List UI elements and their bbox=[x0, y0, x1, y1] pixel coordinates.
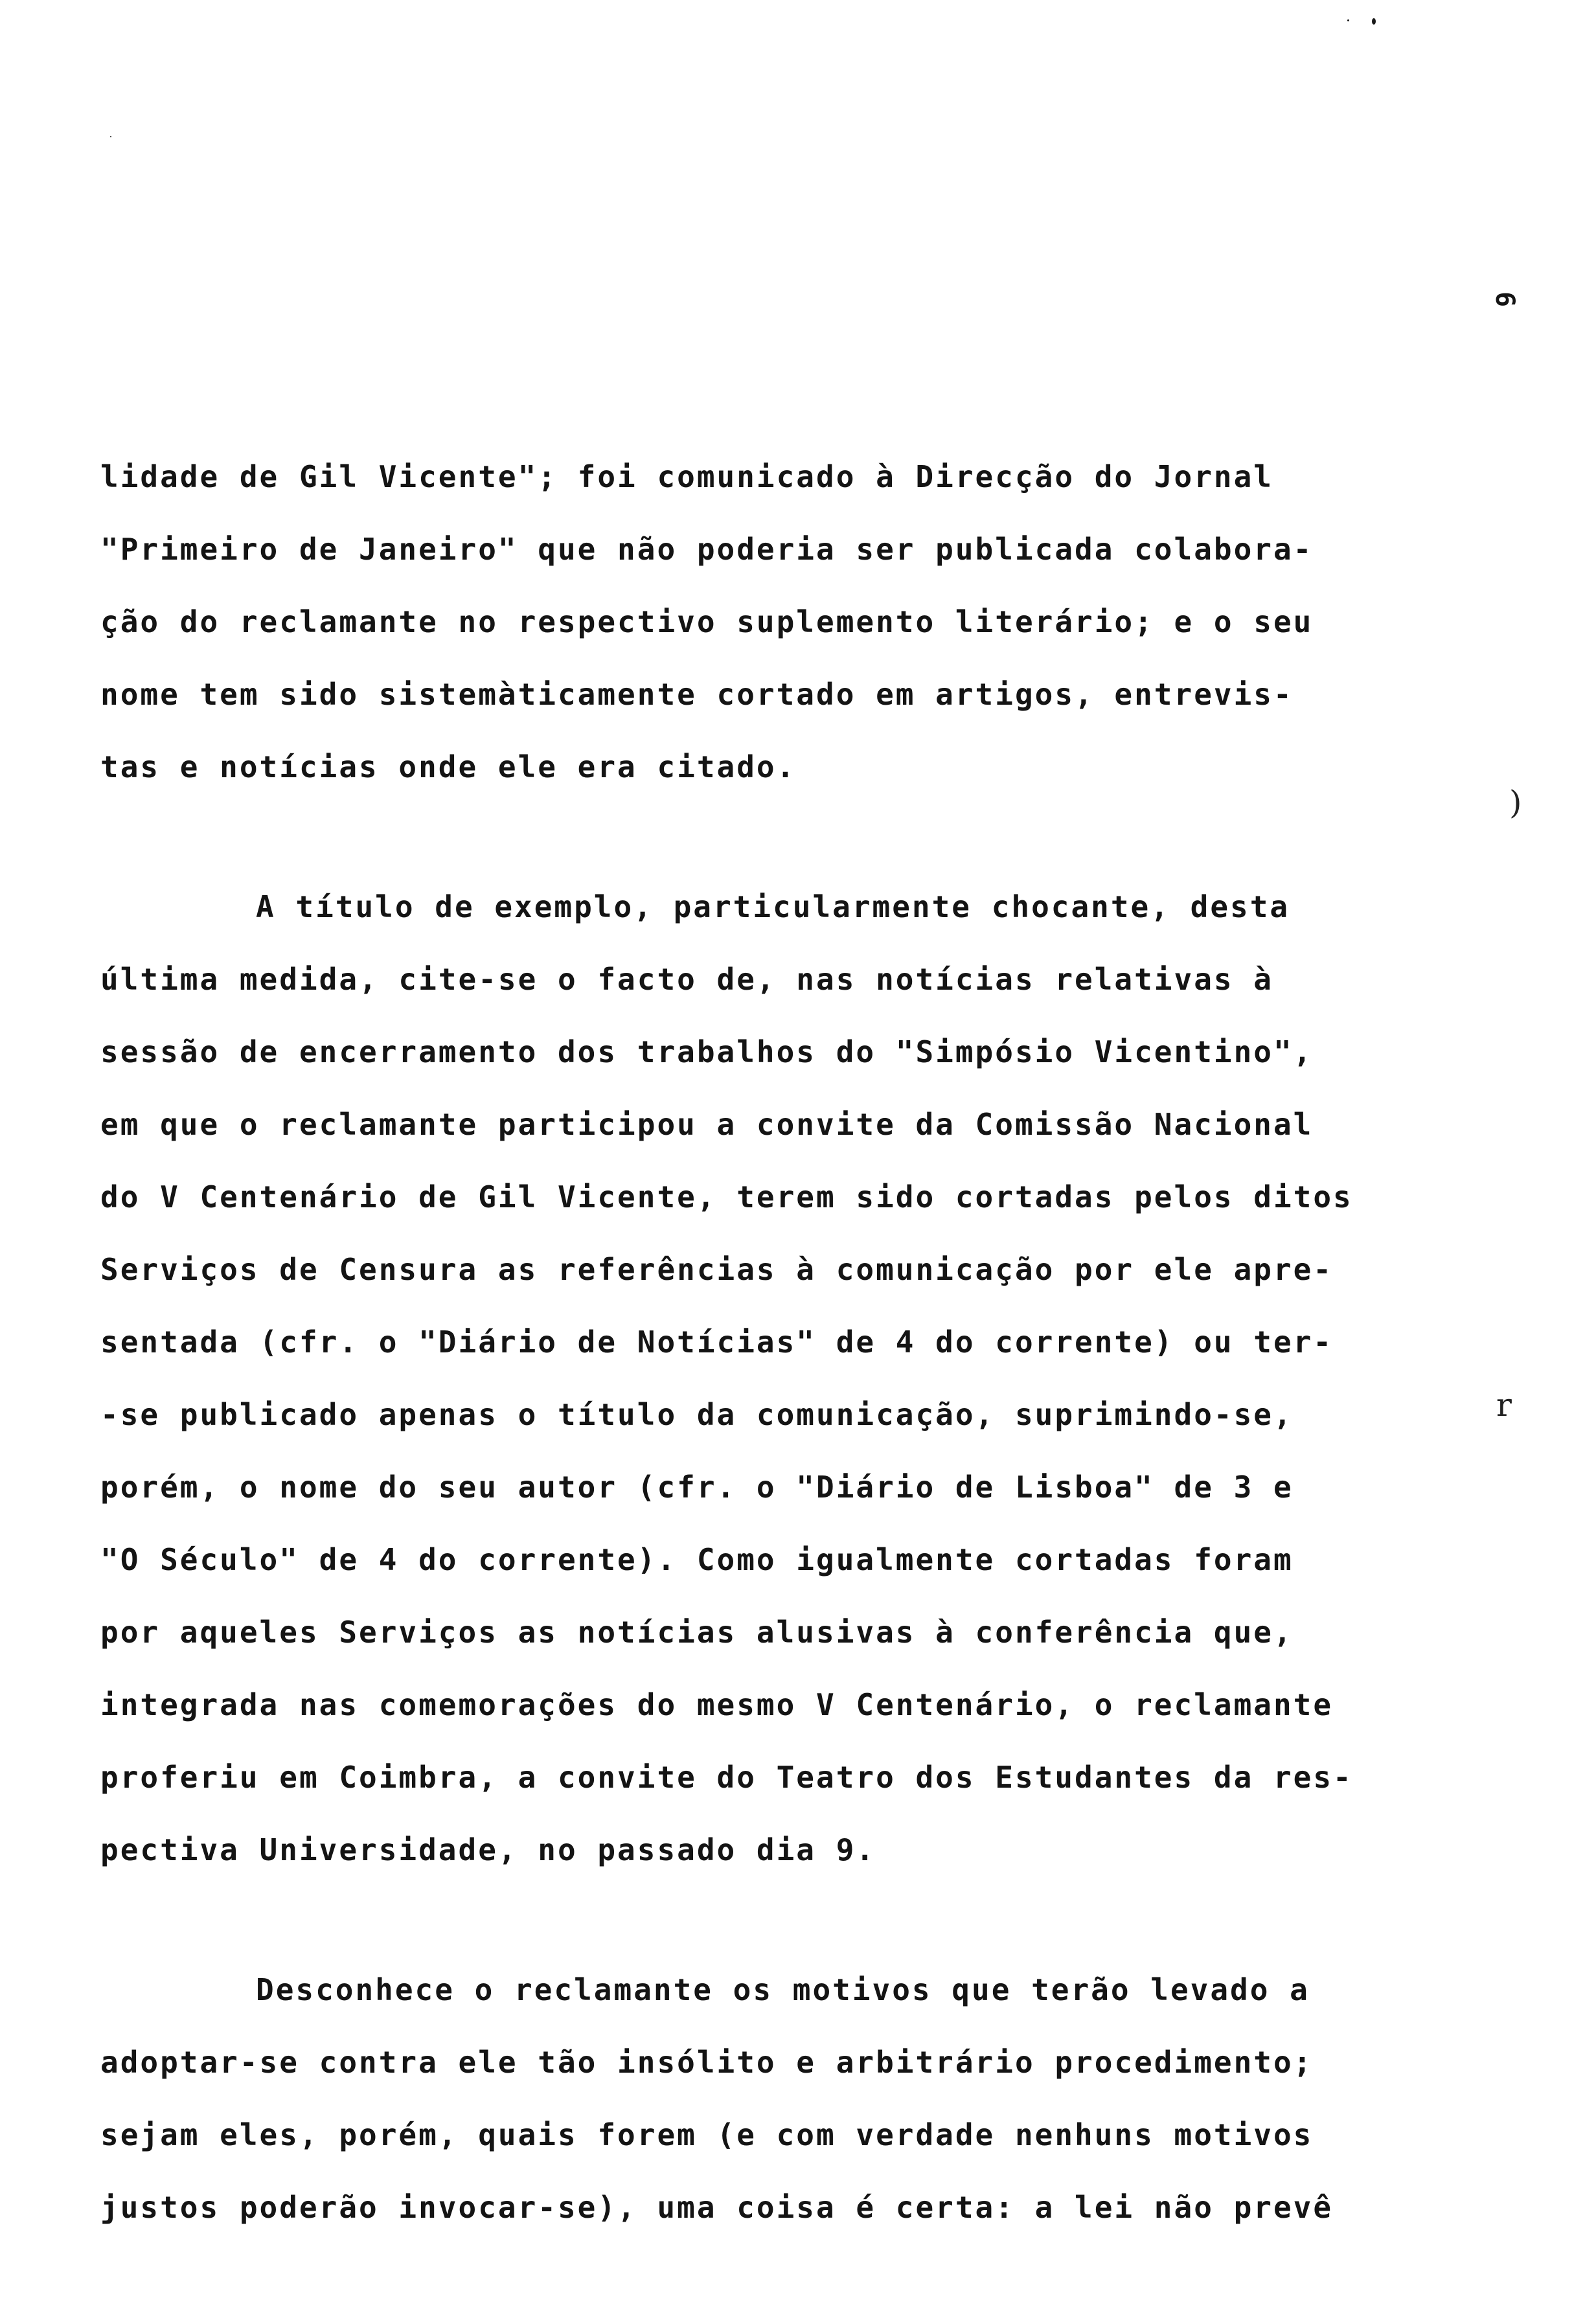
text-line: última medida, cite-se o facto de, nas notícias relativas à bbox=[100, 962, 1273, 997]
text-line: Serviços de Censura as referências à comunicação por ele apre- bbox=[100, 1252, 1334, 1287]
text-line: sessão de encerramento dos trabalhos do "Simpósio Vicentino", bbox=[100, 1034, 1314, 1069]
paragraph-1 bbox=[100, 440, 1376, 803]
document-body bbox=[100, 440, 1376, 2311]
text-line: Desconhece o reclamante os motivos que terão levado a bbox=[256, 1972, 1310, 2007]
text-line: -se publicado apenas o título da comunicação, suprimindo-se, bbox=[100, 1397, 1294, 1432]
text-line: A título de exemplo, particularmente chocante, desta bbox=[256, 889, 1290, 924]
text-line: sejam eles, porém, quais forem (e com verdade nenhuns motivos bbox=[100, 2117, 1314, 2152]
text-line: sentada (cfr. o "Diário de Notícias" de 4 do corrente) ou ter- bbox=[100, 1325, 1334, 1360]
text-line: integrada nas comemorações do mesmo V Centenário, o reclamante bbox=[100, 1687, 1334, 1722]
scan-speck bbox=[1347, 19, 1349, 21]
page-number: 6 bbox=[1490, 291, 1520, 309]
text-line: por aqueles Serviços as notícias alusivas à conferência que, bbox=[100, 1615, 1294, 1650]
text-line: pectiva Universidade, no passado dia 9. bbox=[100, 1832, 876, 1867]
paragraph-3 bbox=[100, 1953, 1376, 2244]
text-line: em que o reclamante participou a convite da Comissão Nacional bbox=[100, 1107, 1314, 1142]
text-line: justos poderão invocar-se), uma coisa é certa: a lei não prevê bbox=[100, 2190, 1334, 2225]
text-line: nome tem sido sistemàticamente cortado em artigos, entrevis- bbox=[100, 677, 1294, 712]
text-line: adoptar-se contra ele tão insólito e arbitrário procedimento; bbox=[100, 2045, 1314, 2080]
text-line: ção do reclamante no respectivo suplemento literário; e o seu bbox=[100, 604, 1314, 639]
margin-mark: r bbox=[1496, 1386, 1512, 1424]
scan-speck bbox=[1372, 18, 1376, 25]
text-line: "O Século" de 4 do corrente). Como igualmente cortadas foram bbox=[100, 1542, 1294, 1577]
text-line: tas e notícias onde ele era citado. bbox=[100, 749, 797, 784]
text-line: porém, o nome do seu autor (cfr. o "Diário de Lisboa" de 3 e bbox=[100, 1470, 1294, 1505]
scan-speck bbox=[110, 136, 111, 137]
margin-mark: ) bbox=[1509, 784, 1522, 821]
text-line: lidade de Gil Vicente"; foi comunicado à Direcção do Jornal bbox=[100, 459, 1273, 494]
text-line: "Primeiro de Janeiro" que não poderia ser publicada colabora- bbox=[100, 532, 1314, 567]
text-line: do V Centenário de Gil Vicente, terem sido cortadas pelos ditos bbox=[100, 1179, 1353, 1214]
paragraph-2 bbox=[100, 871, 1376, 1886]
text-line: proferiu em Coimbra, a convite do Teatro dos Estudantes da res- bbox=[100, 1760, 1353, 1795]
